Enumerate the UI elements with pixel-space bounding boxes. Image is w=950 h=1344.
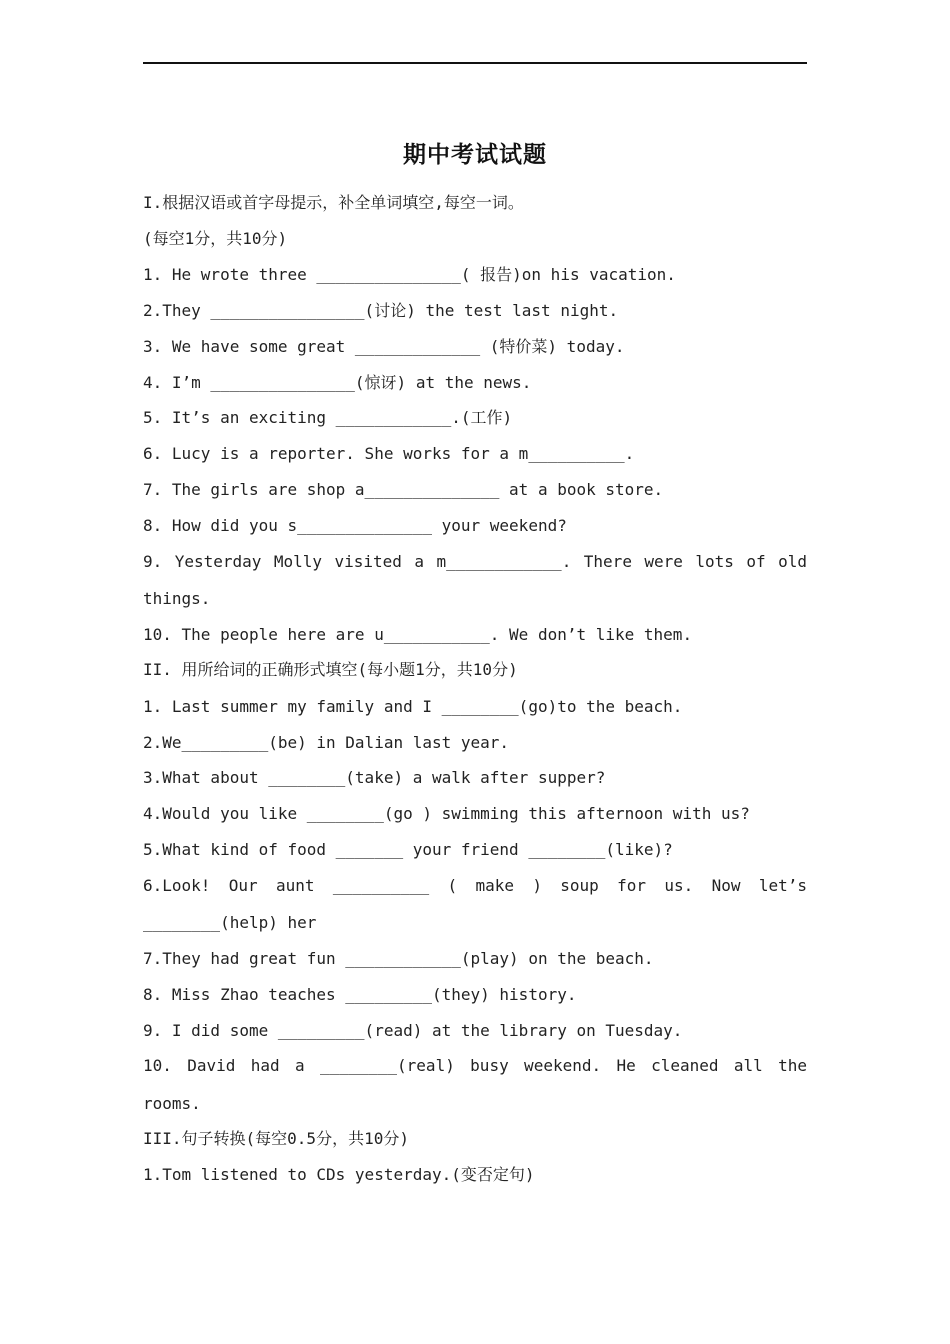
question-item: 4. I’m _______________(惊讶) at the news. [143,373,532,392]
section3-heading: III.句子转换(每空0.5分，共10分) [143,1129,409,1148]
question-item: 1. He wrote three _______________( 报告)on his vacation. [143,265,676,284]
question-item: 9. I did some _________(read) at the library on Tuesday. [143,1021,683,1040]
question-item: 8. Miss Zhao teaches _________(they) history. [143,985,577,1004]
question-item-continuation: rooms. [143,1094,201,1113]
question-item: 10. David had a ________(real) busy weekend. He cleaned all the [143,1056,807,1075]
question-item: 5. It’s an exciting ____________.(工作) [143,408,513,427]
question-item: 1. Last summer my family and I ________(go)to the beach. [143,697,683,716]
question-item: 5.What kind of food _______ your friend ________(like)? [143,840,673,859]
question-item: 1.Tom listened to CDs yesterday.(变否定句) [143,1165,535,1184]
question-item: 10. The people here are u___________. We don’t like them. [143,625,693,644]
question-item: 9. Yesterday Molly visited a m____________. There were lots of old [143,552,807,571]
question-item: 3.What about ________(take) a walk after supper? [143,768,606,787]
section1-heading: I.根据汉语或首字母提示，补全单词填空,每空一词。 [143,193,524,212]
question-item: 3. We have some great _____________ (特价菜) today. [143,337,625,356]
section1-score: (每空1分，共10分) [143,229,288,248]
page-title: 期中考试试题 [403,141,547,168]
section2-heading: II. 用所给词的正确形式填空(每小题1分，共10分) [143,660,518,679]
question-item: 6. Lucy is a reporter. She works for a m__________. [143,444,635,463]
header-rule [143,62,807,64]
question-item: 7. The girls are shop a______________ at a book store. [143,480,664,499]
question-item: 4.Would you like ________(go ) swimming this afternoon with us? [143,804,750,823]
question-item: 6.Look! Our aunt __________ ( make ) soup for us. Now let’s [143,876,807,895]
question-item: 8. How did you s______________ your weekend? [143,516,567,535]
question-item-continuation: things. [143,589,211,608]
question-item: 2.We_________(be) in Dalian last year. [143,733,510,752]
question-item: 2.They ________________(讨论) the test last night. [143,301,619,320]
question-item: 7.They had great fun ____________(play) on the beach. [143,949,654,968]
question-item-continuation: ________(help) her [143,913,317,932]
